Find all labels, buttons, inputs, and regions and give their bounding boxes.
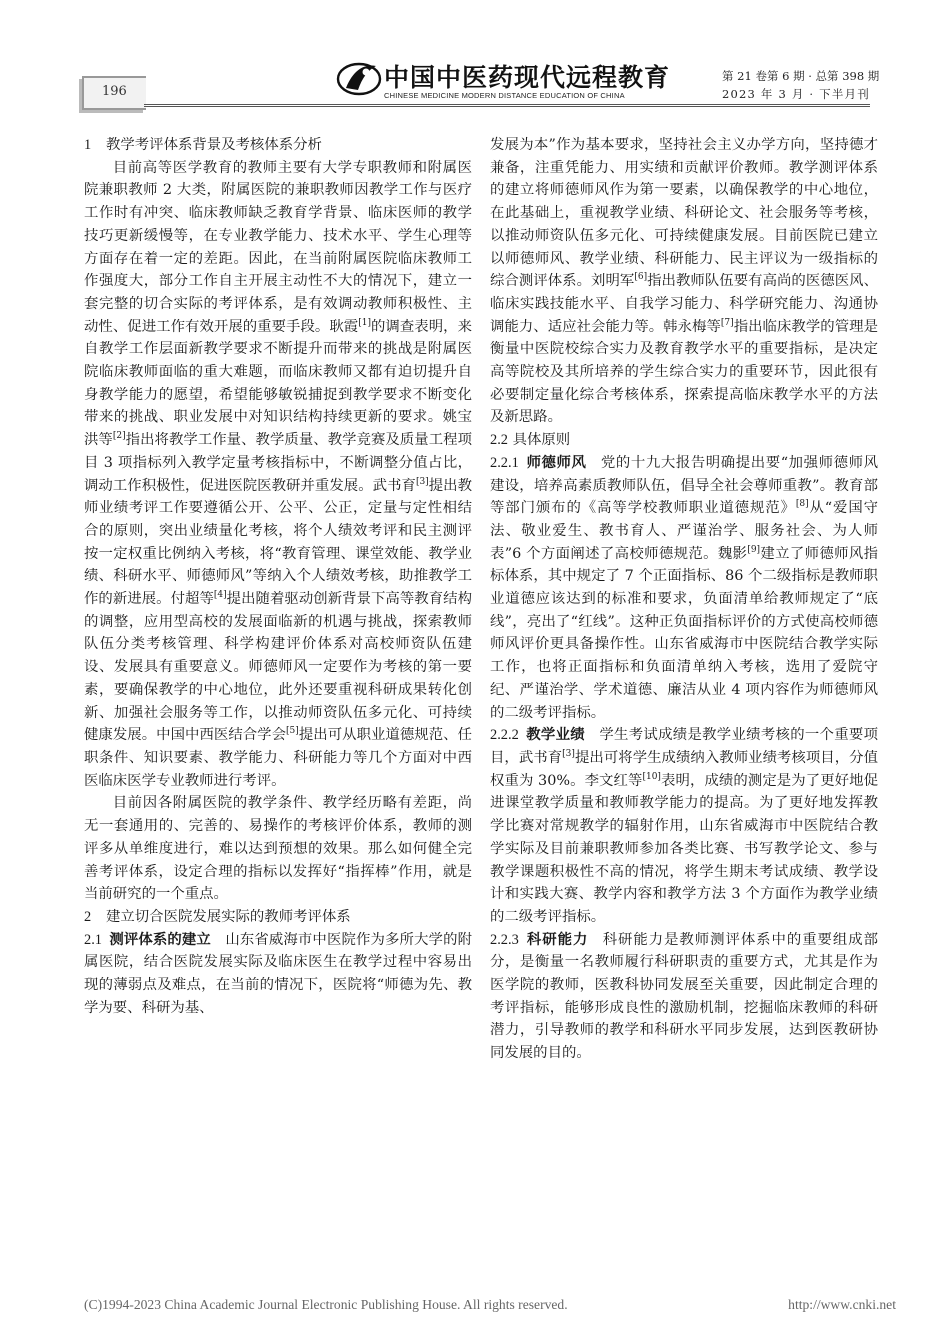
subsection-title: 具体原则 xyxy=(512,432,571,449)
page-number-tab xyxy=(82,76,146,110)
text-run: 党的十九大报告明确提出要“加强师德师风建设，培养高素质教师队伍，倡导全社会尊师重教”。教育部等部门颁布的《高等学校教师职业道德规范》 xyxy=(490,454,878,517)
section-number: 2 xyxy=(84,908,92,925)
text-run: 发展为本”作为基本要求，坚持社会主义办学方向，坚持德才兼备，注重凭能力、用实绩和贡献评价教师。教学测评体系的建立将师德师风作为第一要素，以确保教学的中心地位，在此基础上，重视教学业绩、科研论文、社会服务等考核，以推动师资队伍多元化、可持续健康发展。目前医院已建立以师德师风、教学业绩、科研能力、民主评议为一级指标的综合测评体系。刘明军 xyxy=(490,137,878,290)
header-divider xyxy=(144,104,870,107)
citation: [6] xyxy=(634,272,648,283)
citation: [1] xyxy=(358,317,371,328)
paragraph xyxy=(84,929,472,1020)
text-run: 山东省威海市中医院作为多所大学的附属医院，结合医院发展实际及临床医生在教学过程中容易出现的薄弱点及难点，在当前的情况下，医院将“师德为先、教学为要、科研为基、 xyxy=(84,931,472,1016)
text-run: 建立了师德师风指标体系，其中规定了 7 个正面指标、86 个二级指标是教师职业道德应该达到的标准和要求，负面清单给教师规定了“底线”，亮出了“红线”。这种正负面指标评价的方式使高校师德师风评价更具备操作性。山东省威海市中医院结合教学实际工作，也将正面指标和负面清单纳入考核，选用了爱院守纪、严谨治学、学术道德、廉洁从业 4 项内容作为师德师风的二级考评指标。 xyxy=(490,545,878,721)
subsection-number: 2.2.3 xyxy=(490,931,519,948)
citation: [10] xyxy=(642,771,661,782)
subsection-title: 师德师风 xyxy=(525,454,587,471)
citation: [8] xyxy=(795,499,809,510)
subsection-title: 科研能力 xyxy=(525,931,589,948)
subsection-number: 2.2 xyxy=(490,432,508,449)
subsection-title: 测评体系的建立 xyxy=(109,931,211,948)
citation: [5] xyxy=(286,726,299,737)
section-title: 教学考评体系背景及考核体系分析 xyxy=(106,137,322,153)
paragraph xyxy=(490,452,878,724)
subsection-number: 2.1 xyxy=(84,931,102,948)
text-run: 科研能力是教师测评体系中的重要组成部分，是衡量一名教师履行科研职责的重要方式，尤其是作为医学院的教师，医教科协同发展至关重要，因此制定合理的考评指标，能够形成良性的激励机制，挖掘临床教师的科研潜力，引导教师的教学和科研水平同步发展，达到医教研协同发展的目的。 xyxy=(490,931,878,1062)
journal-subtitle: CHINESE MEDICINE MODERN DISTANCE EDUCATION OF CHINA xyxy=(384,91,625,100)
issue-date: 2023 年 3 月 · 下半月刊 xyxy=(722,87,870,101)
left-column xyxy=(84,134,472,1019)
paragraph xyxy=(490,134,878,429)
text-run: 学生考试成绩是教学业绩考核的一个重要项目，武书育 xyxy=(490,727,878,766)
citation: [7] xyxy=(720,317,734,328)
text-run: 目前高等医学教育的教师主要有大学专职教师和附属医院兼职教师 2 大类，附属医院的兼职教师因教学工作与医疗工作时有冲突、临床教师缺乏教育学背景、临床医师的教学技巧更新缓慢等，在专业教学能力、技术水平、学生心理等方面存在着一定的差距。因此，在当前附属医院临床教师工作强度大，部分工作自主开展主动性不大的情况下，建立一套完整的切合实际的考评体系，是有效调动教师积极性、主动性、促进工作有效开展的重要手段。耿霞 xyxy=(84,159,472,335)
page-number: 196 xyxy=(102,84,127,99)
citation: [4] xyxy=(213,590,227,601)
copyright-notice: (C)1994-2023 China Academic Journal Electronic Publishing House. All rights reserved. xyxy=(84,1297,568,1312)
text-run: 提出教师业绩考评工作要遵循公开、公平、公正，定量与定性相结合的原则，突出业绩量化考核，将个人绩效考评和民主测评按一定权重比例纳入考核，将“教育管理、课堂效能、教学业绩、科研水平、师德师风”等纳入个人绩效考核，助推教学工作的新进展。付超等 xyxy=(84,477,472,608)
section-title: 建立切合医院发展实际的教师考评体系 xyxy=(106,908,351,925)
subsection-title: 教学业绩 xyxy=(525,727,585,744)
footer xyxy=(84,1297,896,1313)
subsection-heading-2-2 xyxy=(490,429,878,452)
text-run: 指出将教学工作量、教学质量、教学竞赛及质量工程项目 3 项指标列入教学定量考核指标中，不断调整分值占比，调动工作积极性，促进医院医教研并重发展。武书育 xyxy=(84,432,472,494)
text-run: 指出教师队伍要有高尚的医德医风、临床实践技能水平、自我学习能力、科学研究能力、沟通协调能力、适应社会能力等。韩永梅等 xyxy=(490,273,878,335)
section-heading-2 xyxy=(84,906,472,929)
subsection-number: 2.2.1 xyxy=(490,454,519,471)
subsection-heading-2-2-1 xyxy=(490,455,587,471)
text-run: 提出随着驱动创新背景下高等教育结构的调整，应用型高校的发展面临新的机遇与挑战，探索教师队伍分类考核管理、科学构建评价体系对高校师资队伍建设、发展具有重要意义。师德师风一定要作为考核的第一要素，要确保教学的中心地位，此外还要重视科研成果转化创新、加强社会服务等工作，以推动师资队伍多元化、可持续健康发展。中国中西医结合学会 xyxy=(84,591,472,744)
citation: [3] xyxy=(415,476,429,487)
subsection-heading-2-2-2 xyxy=(490,727,585,743)
text-run: 提出可从职业道德规范、任职条件、知识要素、教学能力、科研能力等几个方面对中西医临床医学专业教师进行考评。 xyxy=(84,727,472,789)
journal-logo-icon xyxy=(336,58,382,98)
footer-url-link[interactable]: http://www.cnki.net xyxy=(788,1297,896,1312)
section-heading-1 xyxy=(84,134,472,157)
section-number: 1 xyxy=(84,137,92,153)
text-run: 提出可将学生成绩纳入教师业绩考核项目，分值权重为 30%。李文红等 xyxy=(490,749,878,789)
text-run: 指出临床教学的管理是衡量中医院校综合实力及教育教学水平的重要指标，是决定高等院校及其所培养的学生综合实力的重要环节，因此很有必要制定量化综合考核体系，探索提高临床教学水平的方法及新思路。 xyxy=(490,318,878,426)
paragraph xyxy=(490,724,878,928)
paragraph xyxy=(84,157,472,793)
right-column xyxy=(490,134,878,1065)
journal-title: 中国中医药现代远程教育 xyxy=(384,63,671,92)
citation: [3] xyxy=(562,749,575,760)
subsection-heading-2-2-3 xyxy=(490,932,588,948)
citation: [2] xyxy=(112,431,126,442)
subsection-heading-2-1 xyxy=(84,932,211,948)
issue-volume: 第 21 卷第 6 期 · 总第 398 期 xyxy=(722,69,880,83)
text-run: 从“爱国守法、敬业爱生、教书育人、严谨治学、服务社会、为人师表”6 个方面阐述了高校师德规范。魏影 xyxy=(490,500,878,562)
text-run: 的调查表明，来自教学工作层面新教学要求不断提升而带来的挑战是附属医院临床教师面临的重大难题，而临床教师又都有迫切提升自身教学能力的愿望，希望能够敏锐捕捉到教学要求不断变化带来的挑战、职业发展中对知识结构持续更新的要求。姚宝洪等 xyxy=(84,318,472,449)
text-run: 表明，成绩的测定是为了更好地促进课堂教学质量和教师教学能力的提高。为了更好地发挥教学比赛对常规教学的辐射作用，山东省威海市中医院结合教学实际及目前兼职教师参加各类比赛、书写教学论文、参与教学课题积极性不高的情况，将学生期末考试成绩、教学设计和实践大赛、教学内容和教学方法 3 个方面作为教学业绩的二级考评指标。 xyxy=(490,772,878,925)
paragraph xyxy=(490,929,878,1065)
paragraph: 目前因各附属医院的教学条件、教学经历略有差距，尚无一套通用的、完善的、易操作的考核评价体系，教师的测评多从单维度进行，难以达到预想的效果。那么如何健全完善考评体系，设定合理的指标以发挥好“指挥棒”作用，就是当前研究的一个重点。 xyxy=(84,795,472,903)
citation: [9] xyxy=(747,544,761,555)
subsection-number: 2.2.2 xyxy=(490,727,519,744)
